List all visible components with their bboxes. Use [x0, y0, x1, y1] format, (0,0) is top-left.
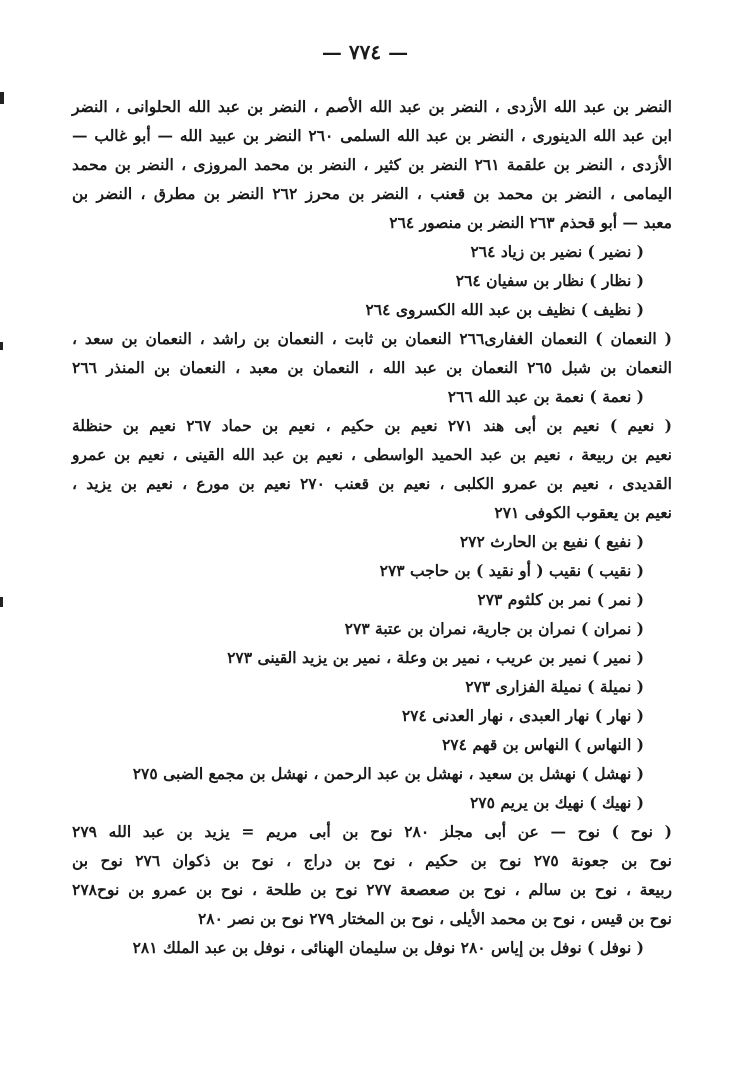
entry-nuaym: ( نعيم ) نعيم بن أبى هند ٢٧١ نعيم بن حكيم ، نعيم بن حماد ٢٦٧ نعيم بن حنظلة [72, 416, 672, 435]
entry-nimah: ( نعمة ) نعمة بن عبد الله ٢٦٦ [447, 387, 644, 406]
entry-numayr: ( نمير ) نمير بن عريب ، نمير بن وعلة ، نمير بن يزيد القينى ٢٧٣ [227, 648, 644, 667]
entry-naqib: ( نقيب ) نقيب ( أو نقيد ) بن حاجب ٢٧٣ [379, 561, 644, 580]
entry-namran: ( نمران ) نمران بن جارية، نمران بن عتبة ٢٧٣ [344, 619, 644, 638]
entry-nufay: ( نفيع ) نفيع بن الحارث ٢٧٢ [459, 532, 644, 551]
margin-mark [0, 597, 3, 607]
page-number: — ٧٧٤ — [321, 40, 409, 64]
entry-nahik: ( نهيك ) نهيك بن يريم ٢٧٥ [469, 793, 644, 812]
entry-numaylah: ( نميلة ) نميلة الفزارى ٢٧٣ [465, 677, 644, 696]
text-line: الأزدى ، النضر بن علقمة ٢٦١ النضر بن كثير ، النضر بن محمد المروزى ، النضر بن محمد [72, 155, 672, 174]
text-line: نوح بن جعونة ٢٧٥ نوح بن حكيم ، نوح بن دراج ، نوح بن ذكوان ٢٧٦ نوح بن [72, 851, 672, 870]
entry-nudayr: ( نضير ) نضير بن زياد ٢٦٤ [470, 242, 644, 261]
entry-nahhas: ( النهاس ) النهاس بن قهم ٢٧٤ [441, 735, 644, 754]
text-line: نعيم بن يعقوب الكوفى ٢٧١ [494, 503, 672, 522]
entry-nazzar: ( نظار ) نظار بن سفيان ٢٦٤ [455, 271, 644, 290]
text-line: النضر بن عبد الله الأزدى ، النضر بن عبد الله الأصم ، النضر بن عبد الله الحلوانى ، النضر [72, 97, 672, 116]
margin-mark [0, 342, 3, 350]
entry-nawfal: ( نوفل ) نوفل بن إياس ٢٨٠ نوفل بن سليمان الهنائى ، نوفل بن عبد الملك ٢٨١ [132, 938, 644, 957]
text-line: ربيعة ، نوح بن سالم ، نوح بن صعصعة ٢٧٧ نوح بن طلحة ، نوح بن عمرو بن نوح٢٧٨ [72, 880, 672, 899]
margin-mark [0, 92, 4, 104]
entry-nuh: ( نوح ) نوح — عن أبى مجلز ٢٨٠ نوح بن أبى مريم = يزيد بن عبد الله ٢٧٩ [72, 822, 672, 841]
text-line: النعمان بن شبل ٢٦٥ النعمان بن عبد الله ، النعمان بن معبد ، النعمان بن المنذر ٢٦٦ [72, 358, 672, 377]
entry-numan: ( النعمان ) النعمان الغفارى٢٦٦ النعمان بن ثابت ، النعمان بن راشد ، النعمان بن سعد ، [72, 329, 672, 348]
text-line: اليمامى ، النضر بن محمد بن قعنب ، النضر بن محرز ٢٦٢ النضر بن مطرق ، النضر بن [72, 184, 672, 203]
text-line: نعيم بن ربيعة ، نعيم بن عبد الحميد الواسطى ، نعيم بن عبد الله القينى ، نعيم بن عمرو [72, 445, 672, 464]
entry-nahar: ( نهار ) نهار العبدى ، نهار العدنى ٢٧٤ [401, 706, 644, 725]
text-line: ابن عبد الله الدينورى ، النضر بن عبد الله السلمى ٢٦٠ النضر بن عبيد الله — أبو غالب — [72, 126, 672, 145]
text-line: القديدى ، نعيم بن عمرو الكلبى ، نعيم بن قعنب ٢٧٠ نعيم بن مورع ، نعيم بن يزيد ، [72, 474, 672, 493]
entry-namir: ( نمر ) نمر بن كلثوم ٢٧٣ [477, 590, 644, 609]
index-text [72, 92, 672, 962]
entry-nahshal: ( نهشل ) نهشل بن سعيد ، نهشل بن عبد الرحمن ، نهشل بن مجمع الضبى ٢٧٥ [132, 764, 644, 783]
entry-nazif: ( نظيف ) نظيف بن عبد الله الكسروى ٢٦٤ [365, 300, 644, 319]
text-line: معبد — أبو قحذم ٢٦٣ النضر بن منصور ٢٦٤ [389, 213, 672, 232]
text-line: نوح بن قيس ، نوح بن محمد الأيلى ، نوح بن المختار ٢٧٩ نوح بن نصر ٢٨٠ [197, 909, 672, 928]
